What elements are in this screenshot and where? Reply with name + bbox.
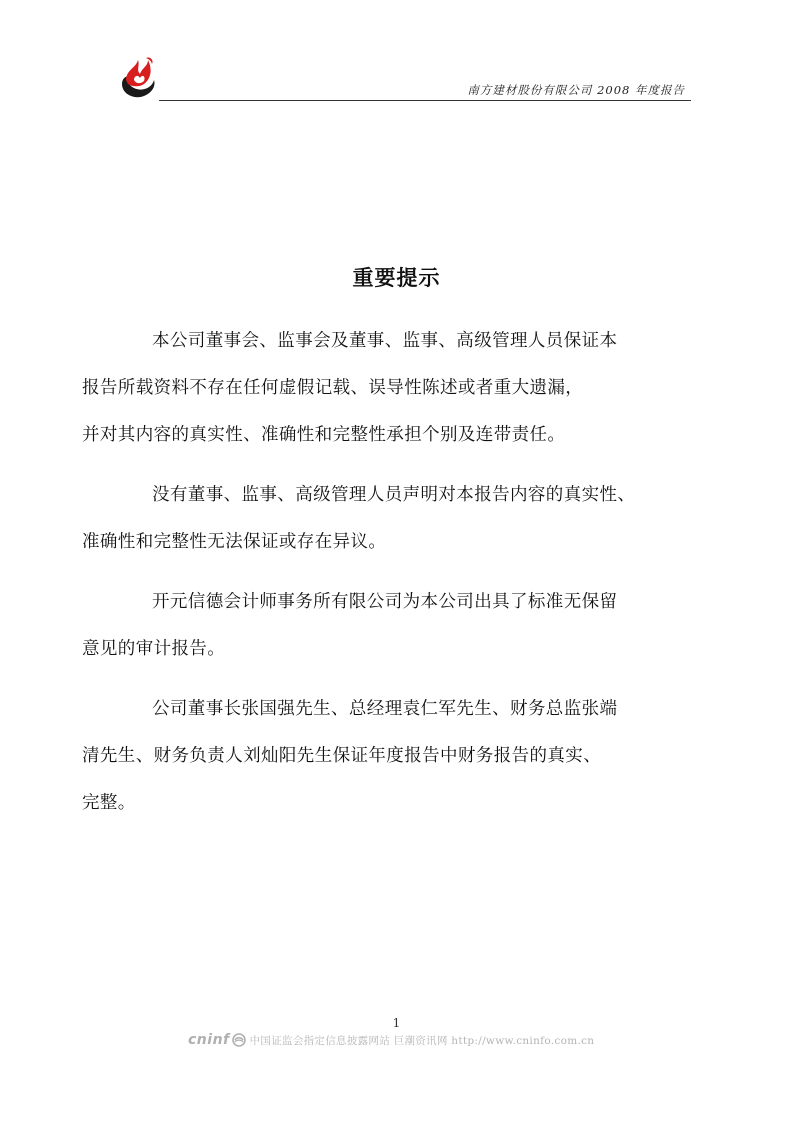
page-header <box>113 52 691 104</box>
notice-paragraph-2 <box>82 472 677 566</box>
paragraph-line: 开元信德会计师事务所有限公司为本公司出具了标准无保留 <box>152 592 618 612</box>
notice-paragraph-4 <box>82 686 677 827</box>
paragraph-line: 并对其内容的真实性、准确性和完整性承担个别及连带责任。 <box>82 425 566 445</box>
header-divider <box>159 100 691 101</box>
paragraph-line: 报告所载资料不存在任何虚假记载、误导性陈述或者重大遗漏， <box>82 378 584 398</box>
paragraph-line: 公司董事长张国强先生、总经理袁仁军先生、财务总监张端 <box>152 699 618 719</box>
watermark-text: 中国证监会指定信息披露网站 巨潮资讯网 http://www.cninfo.com.cn <box>249 1034 595 1047</box>
watermark-logo: cninf <box>188 1032 230 1048</box>
cninfo-swirl-icon <box>232 1033 246 1047</box>
paragraph-line: 本公司董事会、监事会及董事、监事、高级管理人员保证本 <box>152 331 618 351</box>
cninfo-watermark <box>188 1029 594 1051</box>
flame-logo-icon <box>116 54 160 100</box>
page-number: 1 <box>392 1016 401 1030</box>
paragraph-line: 清先生、财务负责人刘灿阳先生保证年度报告中财务报告的真实、 <box>82 746 602 766</box>
paragraph-line: 准确性和完整性无法保证或存在异议。 <box>82 532 387 552</box>
paragraph-line: 完整。 <box>82 793 136 813</box>
report-header-title: 南方建材股份有限公司 2008 年度报告 <box>467 83 685 97</box>
paragraph-line: 没有董事、监事、高级管理人员声明对本报告内容的真实性、 <box>152 485 636 505</box>
notice-paragraph-1 <box>82 318 677 459</box>
paragraph-line: 意见的审计报告。 <box>82 639 226 659</box>
notice-body <box>82 318 677 840</box>
notice-paragraph-3 <box>82 579 677 673</box>
page-title: 重要提示 <box>352 266 441 290</box>
